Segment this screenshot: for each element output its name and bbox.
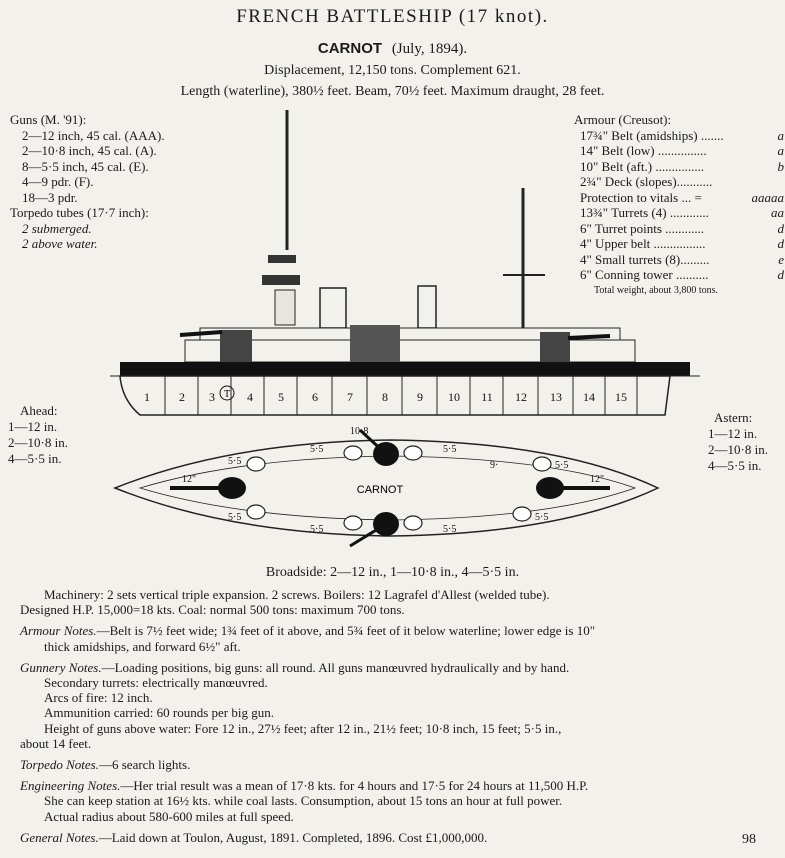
broadside-line: Broadside: 2—12 in., 1—10·8 in., 4—5·5 in. xyxy=(265,565,520,580)
plan-label: 10·8 xyxy=(350,426,369,437)
page-number: 98 xyxy=(742,832,756,847)
armour-grade: b xyxy=(777,158,784,174)
armour-total: Total weight, about 3,800 tons. xyxy=(594,284,719,296)
compartment-number: 9 xyxy=(417,390,423,404)
armour-grade: e xyxy=(778,251,784,267)
torpedo-mark: T xyxy=(223,389,231,400)
astern-item: 1—12 in. xyxy=(708,426,758,441)
gun-item: 2—12 inch, 45 cal. (AAA). xyxy=(22,127,165,143)
funnel xyxy=(418,286,436,328)
ship-profile-drawing xyxy=(110,110,700,425)
secondary-turret xyxy=(344,446,362,460)
ahead-heading: Ahead: xyxy=(20,403,58,418)
plan-label: 5·5 xyxy=(310,444,324,455)
torpedo-item: 2 above water. xyxy=(22,236,98,251)
torpedo-notes: Torpedo Notes.—6 search lights. xyxy=(20,757,191,773)
compartment-number: 5 xyxy=(278,390,284,404)
gun-item: 4—9 pdr. (F). xyxy=(22,174,94,189)
compartment-number: 13 xyxy=(550,390,562,404)
displacement-line: Displacement, 12,150 tons. Complement 621. xyxy=(264,63,521,78)
gun-item: 2—10·8 inch, 45 cal. (A). xyxy=(22,143,157,158)
compartment-number: 4 xyxy=(247,390,253,404)
armour-label: Protection to vitals ... = xyxy=(580,189,702,205)
guns-heading: Guns (M. '91): xyxy=(10,112,87,127)
armour-label: 6" Turret points ............ xyxy=(580,220,705,236)
armour-label: 17¾" Belt (amidships) ....... xyxy=(580,127,724,143)
armour-belt xyxy=(120,362,690,376)
machinery-notes: Machinery: 2 sets vertical triple expansion. 2 screws. Boilers: 12 Lagrafel d'Allest (welded tube). Designed H.P. 15,000=18 kts. Coal: normal 500 tons: maximum 700 tons. xyxy=(20,587,550,618)
armour-label: 4" Small turrets (8)......... xyxy=(580,251,710,267)
secondary-turret xyxy=(247,505,265,519)
torpedo-item: 2 submerged. xyxy=(22,220,92,236)
compartment-number: 3 xyxy=(209,390,215,404)
plan-label: 5·5 xyxy=(535,512,549,523)
compartment-number: 8 xyxy=(382,390,388,404)
ship-name: CARNOT xyxy=(317,40,383,57)
armour-label: 4" Upper belt ................ xyxy=(580,236,706,251)
compartment-number: 15 xyxy=(615,390,627,404)
gunnery-notes: Gunnery Notes.—Loading positions, big guns: all round. All guns manœuvred hydraulically and by hand. Secondary turrets: electrically manœuvred. Arcs of fire: 12 inch. Ammunition carried: 60 rounds per big gun. Height of guns above water: Fore 12 in., 27½ feet; after 12 in., 21½ feet; 10·8 inch, 15 feet; 5·5 in., about 14 feet. xyxy=(20,659,570,751)
secondary-turret xyxy=(404,516,422,530)
torpedo-heading: Torpedo tubes (17·7 inch): xyxy=(10,205,149,220)
armour-label: 13¾" Turrets (4) ............ xyxy=(580,205,709,220)
plan-label: 9· xyxy=(490,460,499,471)
compartment-number: 1 xyxy=(144,390,150,404)
notes-block xyxy=(20,587,770,851)
astern-heading: Astern: xyxy=(714,410,753,425)
compartment-number: 10 xyxy=(448,390,460,404)
plan-label: 12" xyxy=(182,474,197,485)
armour-grade: aaaaa xyxy=(751,189,784,205)
compartment-number: 12 xyxy=(515,390,527,404)
dimensions-line: Length (waterline), 380½ feet. Beam, 70½ feet. Maximum draught, 28 feet. xyxy=(180,84,605,99)
astern-item: 4—5·5 in. xyxy=(708,458,762,473)
general-notes: General Notes.—Laid down at Toulon, August, 1891. Completed, 1896. Cost £1,000,000. xyxy=(20,829,488,845)
deck-plan-drawing xyxy=(110,420,670,550)
aft-turret xyxy=(540,332,570,362)
plan-ship-name: CARNOT xyxy=(356,484,404,496)
secondary-turret xyxy=(247,457,265,471)
armour-grade: a xyxy=(777,127,784,143)
ship-date: (July, 1894). xyxy=(391,41,468,57)
fore-top xyxy=(268,255,296,263)
plan-label: 5·5 xyxy=(443,444,457,455)
funnel xyxy=(320,288,346,328)
compartment-number: 2 xyxy=(179,390,185,404)
plan-label: 5·5 xyxy=(443,524,457,535)
midship-turret xyxy=(350,325,400,363)
armour-grade: aa xyxy=(771,205,784,220)
compartment-number: 11 xyxy=(481,390,493,404)
armour-heading: Armour (Creusot): xyxy=(574,112,672,127)
plan-label: 5·5 xyxy=(228,512,242,523)
armour-label: 10" Belt (aft.) ............... xyxy=(580,158,705,174)
armour-grade: a xyxy=(777,143,784,158)
armour-label: 2¾" Deck (slopes)........... xyxy=(580,174,713,189)
armour-label: 6" Conning tower .......... xyxy=(580,267,709,282)
secondary-turret xyxy=(344,516,362,530)
armour-grade: d xyxy=(777,267,784,282)
secondary-turret xyxy=(533,457,551,471)
armour-grade: d xyxy=(777,220,784,236)
fore-turret xyxy=(220,330,252,362)
secondary-turret xyxy=(404,446,422,460)
secondary-turret xyxy=(513,507,531,521)
armour-notes: Armour Notes.—Belt is 7½ feet wide; 1¾ feet of it above, and 5¾ feet of it below waterline; lower edge is 10" thick amidships, and forward 6½" aft. xyxy=(20,623,595,654)
ahead-fire-block xyxy=(8,403,68,467)
ship-subtitle xyxy=(0,40,785,58)
armour-grade: d xyxy=(777,236,784,251)
ahead-item: 1—12 in. xyxy=(8,419,58,434)
plan-label: 5·5 xyxy=(228,456,242,467)
gun-item: 18—3 pdr. xyxy=(22,189,78,205)
ahead-item: 4—5·5 in. xyxy=(8,451,62,466)
ahead-item: 2—10·8 in. xyxy=(8,435,68,450)
astern-item: 2—10·8 in. xyxy=(708,442,768,457)
compartment-number: 6 xyxy=(312,390,318,404)
engineering-notes: Engineering Notes.—Her trial result was a mean of 17·8 kts. for 4 hours and 17·5 for 24 hours at 11,500 H.P. She can keep station at 16½ kts. while coal lasts. Consumption, about 15 tons an hour at full power. Actual radius about 580-600 miles at full speed. xyxy=(20,778,589,824)
plan-label: 5·5 xyxy=(555,460,569,471)
gun-item: 8—5·5 inch, 45 cal. (E). xyxy=(22,158,149,174)
astern-fire-block xyxy=(708,410,768,474)
armour-label: 14" Belt (low) ............... xyxy=(580,143,707,158)
plan-label: 5·5 xyxy=(310,524,324,535)
compartment-number: 14 xyxy=(583,390,595,404)
plan-label: 12" xyxy=(590,474,605,485)
compartment-number: 7 xyxy=(347,390,353,404)
page-title: FRENCH BATTLESHIP (17 knot). xyxy=(236,6,549,27)
